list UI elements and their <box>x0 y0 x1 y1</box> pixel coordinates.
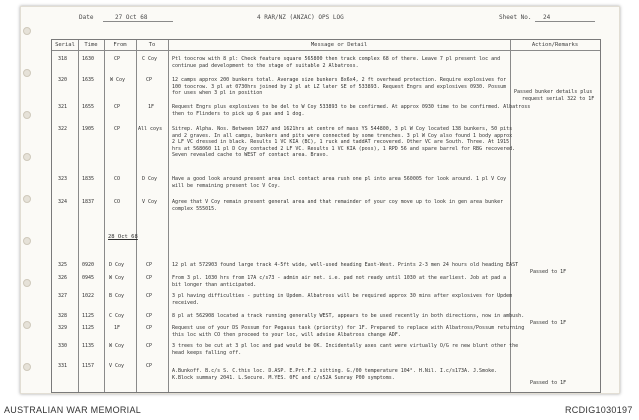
from-cell: V Coy <box>109 363 125 369</box>
from-cell: C Coy <box>109 313 125 319</box>
message-line: 12 pl at 572903 found large track 4-5ft wide, well-used heading East-West. Prints 2-3 men 24 hours old heading EAST <box>172 262 519 268</box>
serial-cell: 320 <box>58 77 68 83</box>
message-line: 100 toocrow. 3 pl at 0730hrs joined by 2 pl at LZ later SE of 533893. Request Engrs and explosives 0930. Possum <box>172 83 507 90</box>
col-from: From <box>113 42 127 48</box>
from-cell: CP <box>114 126 121 132</box>
from-cell: CO <box>114 199 121 205</box>
archive-credit: AUSTRALIAN WAR MEMORIAL <box>4 405 142 415</box>
time-cell: 1135 <box>82 343 95 349</box>
to-cell: All coys <box>138 126 163 132</box>
time-cell: 1630 <box>82 56 95 62</box>
time-cell: 1125 <box>82 325 95 331</box>
serial-cell: 323 <box>58 176 68 182</box>
date-underline <box>103 21 173 22</box>
message-line: Seven revealed cache to WEST of contact area. Bravo. <box>172 152 329 158</box>
message-line: A.Bunkoff. B.c/s S. C.this loc. D.ASP. E.Prt.F.2 sitting. G./00 temperature 104°. H.Nil. I.c/s173A. J.Smoke. <box>172 368 498 374</box>
remark-line: Passed to 1F <box>530 380 567 386</box>
date-divider: 28 Oct 68 <box>108 234 138 240</box>
col-divider <box>168 40 169 392</box>
col-time: Time <box>84 42 98 48</box>
col-serial: Serial <box>55 42 75 48</box>
message-line: continue pad development to the stage of suitable 2 Albatross. <box>172 62 359 69</box>
message-line: Sitrep. Alpha. Nos. Between 1027 and 1621hrs at centre of mass YS 544800, 3 pl W Coy located 138 bunkers, 50 pits <box>172 126 513 132</box>
message-line: 2 LF VC dressed in black. Results 1 VC KIA (BC), 1 ruck and taddAT recovered. Other VC are South. Three. At 1915 <box>172 139 510 145</box>
message-line: for uses when 3 pl in position <box>172 90 263 96</box>
serial-cell: 327 <box>58 293 68 299</box>
date-label: Date <box>79 14 94 21</box>
sheet-label: Sheet No. <box>499 14 532 21</box>
remark-line: Passed bunker details plus <box>514 89 593 95</box>
message-line: received. <box>172 299 200 306</box>
message-line: this loc with CO then proceed to your loc, will advise Albatross change ADF. <box>172 331 401 338</box>
serial-cell: 318 <box>58 56 68 62</box>
message-line: K.Block summary 2041. L.Secure. M.YES. 0FC and c/s52A Sunray P00 symptoms. <box>172 374 395 381</box>
message-line: Ptl toocrow with 8 pl: Check feature square 565800 then track complex 68 of there. Leave 7 pl present loc and <box>172 56 501 62</box>
message-line: complex 555015. <box>172 205 218 212</box>
message-line: Agree that V Coy remain present general area and that remainder of your coy move up to look in gen area bunker <box>172 199 504 205</box>
serial-cell: 324 <box>58 199 68 205</box>
sheet-underline <box>535 21 595 22</box>
log-sheet <box>20 6 620 394</box>
header-rule <box>52 50 600 51</box>
serial-cell: 329 <box>58 325 68 331</box>
time-cell: 1837 <box>82 199 95 205</box>
from-cell: W Coy <box>109 343 125 349</box>
serial-cell: 330 <box>58 343 68 349</box>
from-cell: CO <box>114 176 121 182</box>
message-line: From 3 pl. 1030 hrs from 17A c/s73 - admin air net. i.e. pad not ready until 1030 at the earliest. Job at pad a <box>172 275 507 281</box>
log-table <box>51 39 601 393</box>
to-cell: CP <box>146 77 153 83</box>
serial-cell: 322 <box>58 126 68 132</box>
serial-cell: 321 <box>58 104 68 110</box>
punch-hole <box>23 363 31 371</box>
message-line: hrs at 568060 11 pl D Coy contacted 2 LF VC. Results 1 VC KIA (poss), 1 RPD 56 and spare barrel for RBG recovered. <box>172 145 516 152</box>
message-line: Request use of your DS Possum for Pegasus task (priority) for 1F. Prepared to replace with Albatross/Possum returning <box>172 325 525 331</box>
to-cell: 1F <box>148 104 155 110</box>
punch-holes <box>23 7 33 393</box>
date-value: 27 Oct 68 <box>115 14 148 21</box>
time-cell: 1655 <box>82 104 95 110</box>
punch-hole <box>23 321 31 329</box>
time-cell: 1905 <box>82 126 95 132</box>
to-cell: CP <box>146 262 153 268</box>
punch-hole <box>23 237 31 245</box>
message-line: then to Flinders to pick up 6 pax and 1 dog. <box>172 110 305 117</box>
time-cell: 1125 <box>82 313 95 319</box>
time-cell: 1157 <box>82 363 95 369</box>
message-line: and 2 graves. In all camps, bunkers and pits were connected by some trenches. 3 pl W Coy also found 1 body approx <box>172 132 513 139</box>
col-to: To <box>148 42 156 48</box>
to-cell: CP <box>146 313 153 319</box>
serial-cell: 331 <box>58 363 68 369</box>
log-title: 4 RAR/NZ (ANZAC) OPS LOG <box>257 14 344 21</box>
remark-line: request serial 322 to 1F <box>522 95 595 102</box>
to-cell: CP <box>146 275 153 281</box>
time-cell: 1835 <box>82 176 95 182</box>
to-cell: CP <box>146 343 153 349</box>
from-cell: B Coy <box>109 293 125 299</box>
message-line: 3 pl having difficulties - putting in Updem. Albatross will be required approx 30 mins after explosives for Updem <box>172 293 513 299</box>
from-cell: W Coy <box>110 77 126 83</box>
message-line: 8 pl at 562908 located a track running generally WEST, appears to be used recently in both directions, now in ambush. <box>172 313 525 319</box>
message-line: Have a good look around present area incl contact area rush one pl into area 560005 for look around. 1 pl V Coy <box>172 176 507 182</box>
col-message: Message or Detail <box>310 42 368 48</box>
message-line: 12 camps approx 200 bunkers total. Average size bunkers 8x6x4, 2 ft overhead protection. Require explosives for <box>172 77 507 83</box>
from-cell: D Coy <box>109 262 125 268</box>
from-cell: CP <box>114 56 121 62</box>
time-cell: 1022 <box>82 293 95 299</box>
from-cell: 1F <box>114 325 121 331</box>
to-cell: CP <box>146 363 153 369</box>
to-cell: C Coy <box>142 56 158 62</box>
from-cell: CP <box>114 104 121 110</box>
remark-line: Passed to 1F <box>530 320 567 326</box>
punch-hole <box>23 69 31 77</box>
message-line: 3 trees to be cut at 3 pl loc and pad would be OK. Incidentally axes cant were virtually O/G re new blunt other the <box>172 343 519 349</box>
to-cell: V Coy <box>142 199 158 205</box>
col-divider <box>510 40 511 392</box>
col-divider <box>78 40 79 392</box>
time-cell: 0945 <box>82 275 95 281</box>
serial-cell: 328 <box>58 313 68 319</box>
col-divider <box>104 40 105 392</box>
from-cell: W Coy <box>109 275 125 281</box>
punch-hole <box>23 27 31 35</box>
time-cell: 0920 <box>82 262 95 268</box>
sheet-value: 24 <box>543 14 551 21</box>
remark-line: Passed to 1F <box>530 269 567 275</box>
to-cell: D Coy <box>142 176 158 182</box>
serial-cell: 325 <box>58 262 68 268</box>
punch-hole <box>23 195 31 203</box>
message-line: Request Engrs plus explosives to be del to W Coy 533893 to be confirmed. At approx 0930 time to be confirmed. Albatross <box>172 104 531 110</box>
message-line: bit longer than anticipated. <box>172 281 257 288</box>
to-cell: CP <box>146 325 153 331</box>
punch-hole <box>23 111 31 119</box>
message-line: head keeps falling off. <box>172 349 242 356</box>
col-remarks: Action/Remarks <box>531 42 579 48</box>
punch-hole <box>23 279 31 287</box>
time-cell: 1635 <box>82 77 95 83</box>
col-divider <box>136 40 137 392</box>
serial-cell: 326 <box>58 275 68 281</box>
archive-reference: RCDIG1030197 <box>565 405 633 415</box>
to-cell: CP <box>146 293 153 299</box>
punch-hole <box>23 153 31 161</box>
message-line: will be remaining present loc V Coy. <box>172 182 281 189</box>
